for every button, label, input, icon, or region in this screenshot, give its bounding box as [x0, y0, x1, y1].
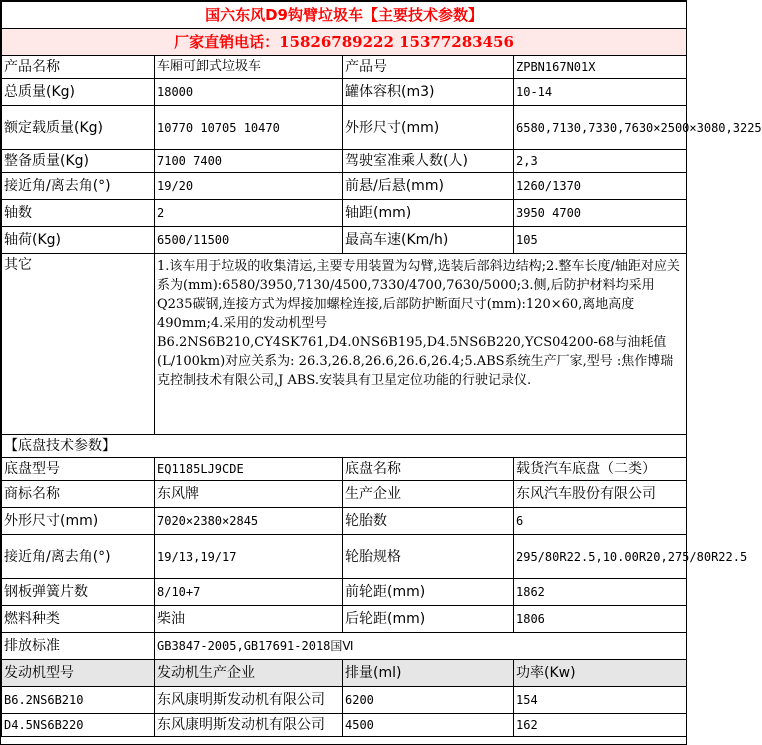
label-cell: 总质量(Kg)	[2, 79, 155, 106]
value-cell: 东风汽车股份有限公司	[514, 481, 687, 508]
label-cell: 前悬/后悬(mm)	[343, 173, 514, 200]
engine-power-cell: 154	[514, 687, 687, 714]
label-cell: 前轮距(mm)	[343, 579, 514, 606]
label-cell: 整备质量(Kg)	[2, 150, 155, 173]
value-cell: 6500/11500	[155, 227, 343, 254]
value-cell: 7100 7400	[155, 150, 343, 173]
column-header: 功率(Kw)	[514, 660, 687, 687]
value-cell: 19/13,19/17	[155, 535, 343, 579]
value-cell: 柴油	[155, 606, 343, 633]
value-cell: 2	[155, 200, 343, 227]
label-cell: 生产企业	[343, 481, 514, 508]
value-cell: 6	[514, 508, 687, 535]
label-cell: 额定载质量(Kg)	[2, 106, 155, 150]
table-row	[2, 106, 687, 150]
label-cell: 轴荷(Kg)	[2, 227, 155, 254]
engine-displacement-cell: 6200	[343, 687, 514, 714]
other-label: 其它	[2, 254, 155, 435]
label-cell: 接近角/离去角(°)	[2, 535, 155, 579]
label-cell: 底盘名称	[343, 458, 514, 481]
label-cell: 产品名称	[2, 56, 155, 79]
table-row	[2, 56, 687, 79]
label-cell: 后轮距(mm)	[343, 606, 514, 633]
engine-model-cell: B6.2NS6B210	[2, 687, 155, 714]
table-row	[2, 535, 687, 579]
value-cell: 车厢可卸式垃圾车	[155, 56, 343, 79]
label-cell: 外形尺寸(mm)	[2, 508, 155, 535]
label-cell: 底盘型号	[2, 458, 155, 481]
table-row	[2, 150, 687, 173]
table-row	[2, 687, 687, 714]
table-row	[2, 458, 687, 481]
engine-model-cell: D4.5NS6B220	[2, 714, 155, 737]
value-cell: 载货汽车底盘（二类）	[514, 458, 687, 481]
value-cell: 3950 4700	[514, 200, 687, 227]
label-cell: 产品号	[343, 56, 514, 79]
value-cell: 东风牌	[155, 481, 343, 508]
spec-table	[1, 1, 762, 737]
other-description: 1.该车用于垃圾的收集清运,主要专用装置为勾臂,选装后部斜边结构;2.整车长度/轴距对应关系为(mm):6580/3950,7130/4500,7330/4700,7630/5000;3.侧,后防护材料均采用Q235碳钢,连接方式为焊接加螺栓连接,后部防护断面尺寸(mm):120×60,离地高度490mm;4.采用的发动机型号B6.2NS6B210,CY4SK761,D4.0NS6B195,D4.5NS6B220,YCS04200-68与油耗值(L/100km)对应关系为: 26.3,26.8,26.6,26.6,26.4;5.ABS系统生产厂家,型号 :焦作博瑞克控制技术有限公司,J ABS.安装具有卫星定位功能的行驶记录仪.	[155, 254, 687, 435]
column-header: 发动机型号	[2, 660, 155, 687]
table-row	[2, 200, 687, 227]
table-row	[2, 173, 687, 200]
value-cell: 10770 10705 10470	[155, 106, 343, 150]
table-row	[2, 606, 687, 633]
table-row	[2, 227, 687, 254]
other-row	[2, 254, 687, 435]
emission-row	[2, 633, 687, 660]
value-cell: 18000	[155, 79, 343, 106]
column-header: 发动机生产企业	[155, 660, 343, 687]
value-cell: 19/20	[155, 173, 343, 200]
column-header: 排量(ml)	[343, 660, 514, 687]
value-cell: 1862	[514, 579, 687, 606]
value-cell: 8/10+7	[155, 579, 343, 606]
label-cell: 驾驶室准乘人数(人)	[343, 150, 514, 173]
emission-label: 排放标准	[2, 633, 155, 660]
table-row	[2, 714, 687, 737]
chassis-section-title: 【底盘技术参数】	[2, 435, 687, 458]
table-row	[2, 579, 687, 606]
label-cell: 钢板弹簧片数	[2, 579, 155, 606]
table-row	[2, 79, 687, 106]
label-cell: 轴数	[2, 200, 155, 227]
value-cell: 1260/1370	[514, 173, 687, 200]
label-cell: 轮胎规格	[343, 535, 514, 579]
label-cell: 轴距(mm)	[343, 200, 514, 227]
value-cell: 10-14	[514, 79, 687, 106]
label-cell: 商标名称	[2, 481, 155, 508]
table-row	[2, 481, 687, 508]
value-cell: 295/80R22.5,10.00R20,275/80R22.5	[514, 535, 687, 579]
engine-power-cell: 162	[514, 714, 687, 737]
value-cell: 7020×2380×2845	[155, 508, 343, 535]
engine-maker-cell: 东风康明斯发动机有限公司	[155, 687, 343, 714]
label-cell: 燃料种类	[2, 606, 155, 633]
label-cell: 轮胎数	[343, 508, 514, 535]
page-title: 国六东风D9钩臂垃圾车【主要技术参数】	[2, 2, 687, 29]
value-cell: ZPBN167N01X	[514, 56, 687, 79]
engine-maker-cell: 东风康明斯发动机有限公司	[155, 714, 343, 737]
engine-displacement-cell: 4500	[343, 714, 514, 737]
value-cell: 105	[514, 227, 687, 254]
value-cell: 6580,7130,7330,7630×2500×3080,3225	[514, 106, 687, 150]
value-cell: EQ1185LJ9CDE	[155, 458, 343, 481]
label-cell: 外形尺寸(mm)	[343, 106, 514, 150]
contact-phone: 厂家直销电话：15826789222 15377283456	[2, 29, 687, 56]
label-cell: 接近角/离去角(°)	[2, 173, 155, 200]
emission-value: GB3847-2005,GB17691-2018国Ⅵ	[155, 633, 687, 660]
value-cell: 2,3	[514, 150, 687, 173]
engine-header-row	[2, 660, 687, 687]
table-row	[2, 508, 687, 535]
label-cell: 最高车速(Km/h)	[343, 227, 514, 254]
value-cell: 1806	[514, 606, 687, 633]
label-cell: 罐体容积(m3)	[343, 79, 514, 106]
